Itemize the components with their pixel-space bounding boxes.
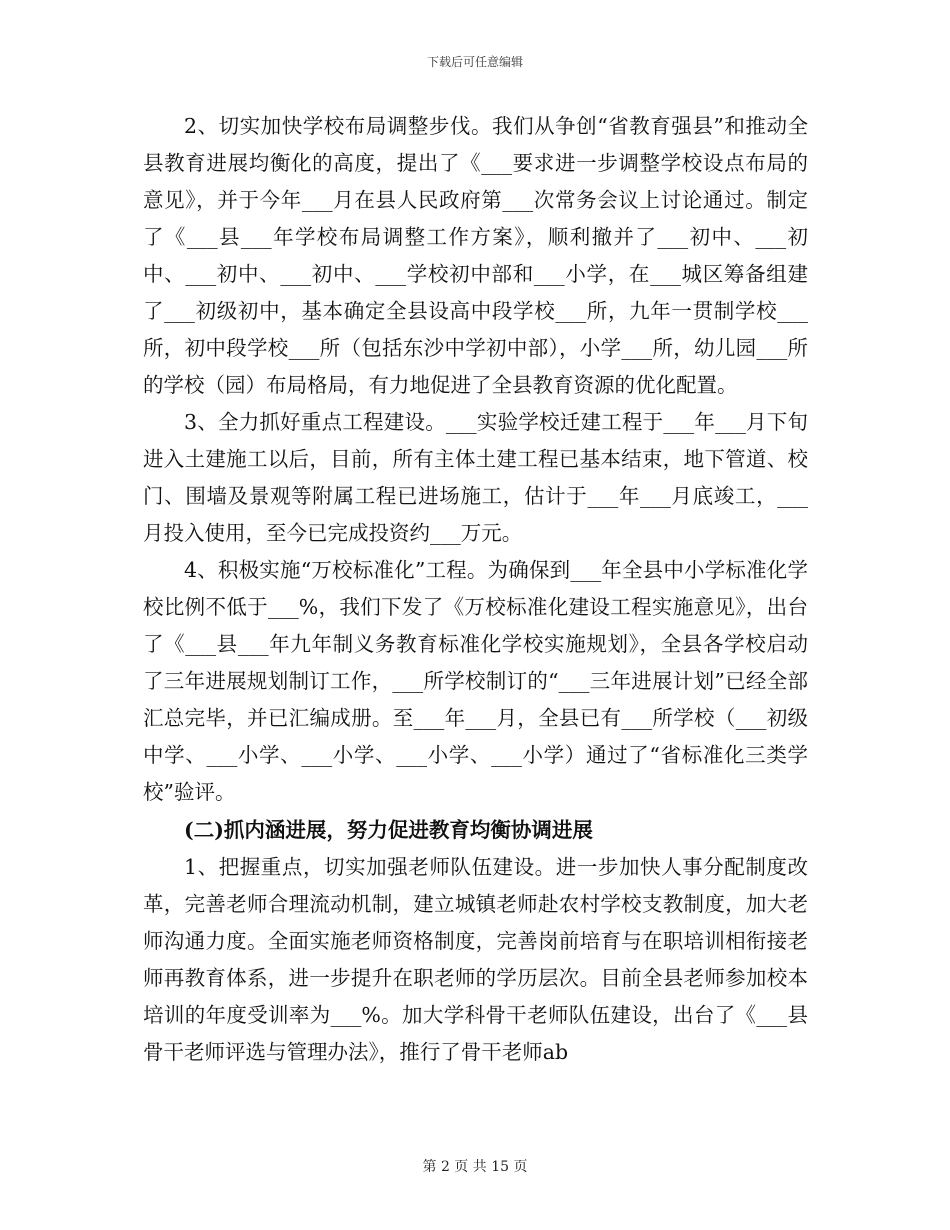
section-heading: (二)抓内涵进展，努力促进教育均衡协调进展 [184,818,593,842]
paragraph-school-layout: 2、切实加快学校布局调整步伐。我们从争创“省教育强县”和推动全县教育进展均衡化的高度，提出了《___要求进一步调整学校设点布局的意见》，并于今年___月在县人民政府第___次常务会议上讨论通过。制定了《___县___年学校布局调整工作方案》，顺利撤并了___初中、___初中、___初中、___初中、___学校初中部和___小学，在___城区筹备组建了___初级初中，基本确定全县设高中段学校___所，九年一贯制学校___所，初中段学校___所（包括东沙中学初中部），小学___所，幼儿园___所的学校（园）布局格局，有力地促进了全县教育资源的优化配置。 [143,114,808,397]
paragraph-standardization: 4、积极实施“万校标准化”工程。为确保到___年全县中小学标准化学校比例不低于___%，我们下发了《万校标准化建设工程实施意见》，出台了《___县___年九年制义务教育标准化学校实施规划》，全县各学校启动了三年进展规划制订工作，___所学校制订的“___三年进展计划”已经全部汇总完毕，并已汇编成册。至___年___月，全县已有___所学校（___初级中学、___小学、___小学、___小学、___小学）通过了“省标准化三类学校”验评。 [143,558,808,804]
paragraph-key-projects: 3、全力抓好重点工程建设。___实验学校迁建工程于___年___月下旬进入土建施工以后，目前，所有主体土建工程已基本结束，地下管道、校门、围墙及景观等附属工程已进场施工，估计于___年___月底竣工，___月投入使用，至今已完成投资约___万元。 [143,410,808,545]
page-header: 下载后可任意编辑 [426,55,523,69]
page-footer: 第 2 页 共 15 页 [422,1159,528,1175]
paragraph-teacher-team: 1、把握重点，切实加强老师队伍建设。进一步加快人事分配制度改革，完善老师合理流动机制，建立城镇老师赴农村学校支教制度，加大老师沟通力度。全面实施老师资格制度，完善岗前培育与在职培训相衔接老师再教育体系，进一步提升在职老师的学历层次。目前全县老师参加校本培训的年度受训率为___%。加大学科骨干老师队伍建设，出台了《___县骨干老师评选与管理办法》，推行了骨干老师ab [143,855,808,1064]
document-body [143,108,808,1071]
